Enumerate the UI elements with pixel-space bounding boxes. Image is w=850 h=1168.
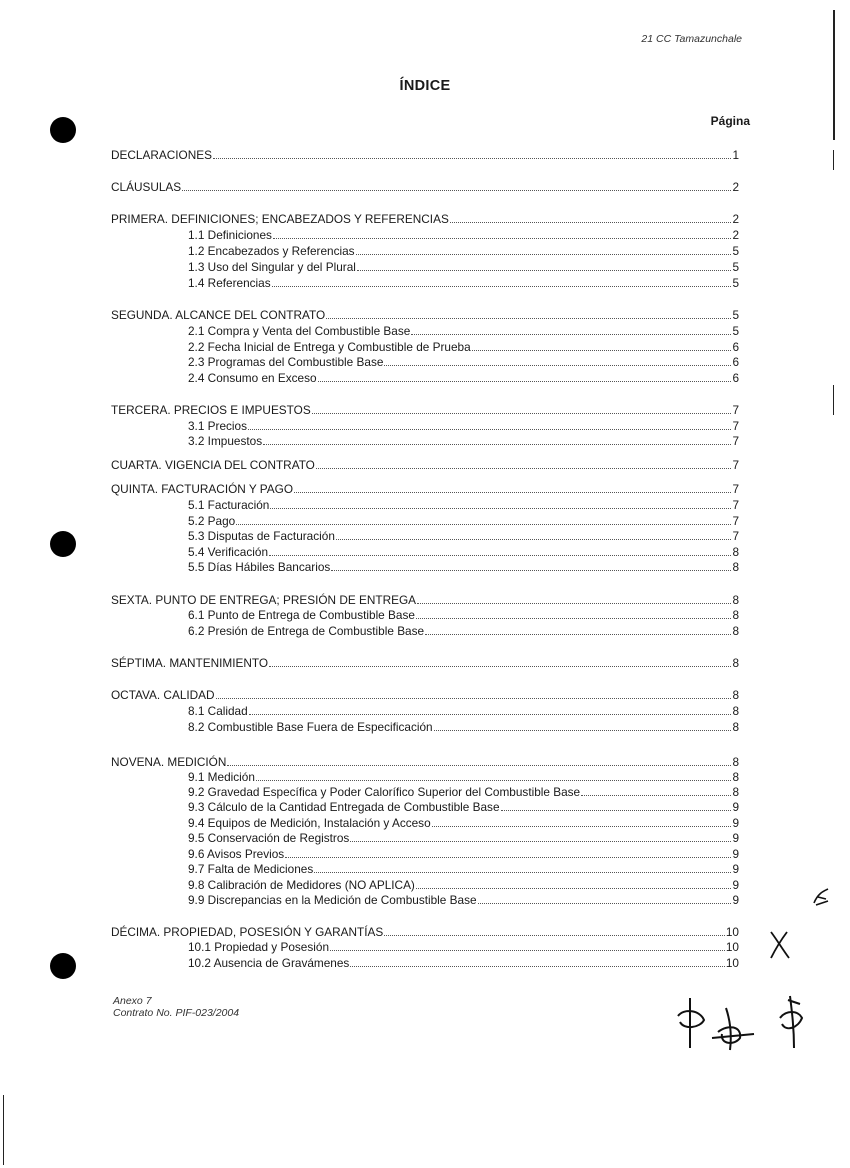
toc-item: 2.1 Compra y Venta del Combustible Base 5 xyxy=(188,324,739,338)
toc-item: 8.1 Calidad 8 xyxy=(188,704,739,718)
handwritten-mark-small xyxy=(810,885,834,909)
toc-item: 10.2 Ausencia de Gravámenes 10 xyxy=(188,956,739,970)
scan-edge-line xyxy=(3,1095,4,1165)
toc-item: 2.4 Consumo en Exceso 6 xyxy=(188,371,739,385)
scan-edge-line xyxy=(833,10,835,140)
toc-section: SEXTA. PUNTO DE ENTREGA; PRESIÓN DE ENTREGA 8 xyxy=(111,593,739,607)
toc-item: 9.3 Cálculo de la Cantidad Entregada de Combustible Base 9 xyxy=(188,800,739,814)
document-footer xyxy=(113,995,239,1019)
toc-item: 9.1 Medición 8 xyxy=(188,770,739,784)
toc-item: 8.2 Combustible Base Fuera de Especificación 8 xyxy=(188,720,739,734)
footer-contract-number: Contrato No. PIF-023/2004 xyxy=(113,1007,240,1019)
toc-section: OCTAVA. CALIDAD 8 xyxy=(111,688,739,702)
toc-item: 9.6 Avisos Previos 9 xyxy=(188,847,739,861)
toc-item: 5.1 Facturación 7 xyxy=(188,498,739,512)
toc-section: PRIMERA. DEFINICIONES; ENCABEZADOS Y REFERENCIAS 2 xyxy=(111,212,739,226)
toc-item: 1.1 Definiciones 2 xyxy=(188,228,739,242)
toc-section: CUARTA. VIGENCIA DEL CONTRATO 7 xyxy=(111,458,739,472)
toc-section: NOVENA. MEDICIÓN 8 xyxy=(111,755,739,769)
toc-item: 5.3 Disputas de Facturación 7 xyxy=(188,529,739,543)
toc-item: 9.8 Calibración de Medidores (NO APLICA) 9 xyxy=(188,878,739,892)
page-column-label: Página xyxy=(710,114,750,128)
toc-item: 6.2 Presión de Entrega de Combustible Base 8 xyxy=(188,624,739,638)
toc-item: 5.5 Días Hábiles Bancarios 8 xyxy=(188,560,739,574)
initials-signature xyxy=(670,988,820,1058)
document-reference: 21 CC Tamazunchale xyxy=(641,33,742,45)
toc-item: 10.1 Propiedad y Posesión 10 xyxy=(188,940,739,954)
toc-section: DECLARACIONES 1 xyxy=(111,148,739,162)
toc-item: 2.3 Programas del Combustible Base 6 xyxy=(188,355,739,369)
toc-item: 9.7 Falta de Mediciones 9 xyxy=(188,862,739,876)
toc-section: SÉPTIMA. MANTENIMIENTO 8 xyxy=(111,656,739,670)
toc-section: TERCERA. PRECIOS E IMPUESTOS 7 xyxy=(111,403,739,417)
punch-hole-bottom xyxy=(50,953,76,979)
punch-hole-top xyxy=(50,117,76,143)
toc-item: 1.3 Uso del Singular y del Plural 5 xyxy=(188,260,739,274)
punch-hole-middle xyxy=(50,531,76,557)
toc-section: DÉCIMA. PROPIEDAD, POSESIÓN Y GARANTÍAS 10 xyxy=(111,925,739,939)
toc-item: 1.2 Encabezados y Referencias 5 xyxy=(188,244,739,258)
toc-section: SEGUNDA. ALCANCE DEL CONTRATO 5 xyxy=(111,308,739,322)
toc-item: 3.1 Precios 7 xyxy=(188,419,739,433)
toc-item: 1.4 Referencias 5 xyxy=(188,276,739,290)
toc-item: 5.2 Pago 7 xyxy=(188,514,739,528)
handwritten-mark-x xyxy=(765,928,795,962)
toc-item: 9.4 Equipos de Medición, Instalación y Acceso 9 xyxy=(188,816,739,830)
toc-item: 9.5 Conservación de Registros 9 xyxy=(188,831,739,845)
toc-section: CLÁUSULAS 2 xyxy=(111,180,739,194)
toc-item: 9.2 Gravedad Específica y Poder Calorífico Superior del Combustible Base 8 xyxy=(188,785,739,799)
page-title: ÍNDICE xyxy=(399,78,451,94)
scan-edge-line xyxy=(833,385,834,415)
footer-annex: Anexo 7 xyxy=(113,995,152,1007)
toc-item: 9.9 Discrepancias en la Medición de Combustible Base 9 xyxy=(188,893,739,907)
toc-item: 5.4 Verificación 8 xyxy=(188,545,739,559)
toc-section: QUINTA. FACTURACIÓN Y PAGO 7 xyxy=(111,482,739,496)
toc-item: 2.2 Fecha Inicial de Entrega y Combustible de Prueba 6 xyxy=(188,340,739,354)
toc-item: 6.1 Punto de Entrega de Combustible Base 8 xyxy=(188,608,739,622)
scan-edge-line xyxy=(833,150,834,170)
toc-item: 3.2 Impuestos 7 xyxy=(188,434,739,448)
